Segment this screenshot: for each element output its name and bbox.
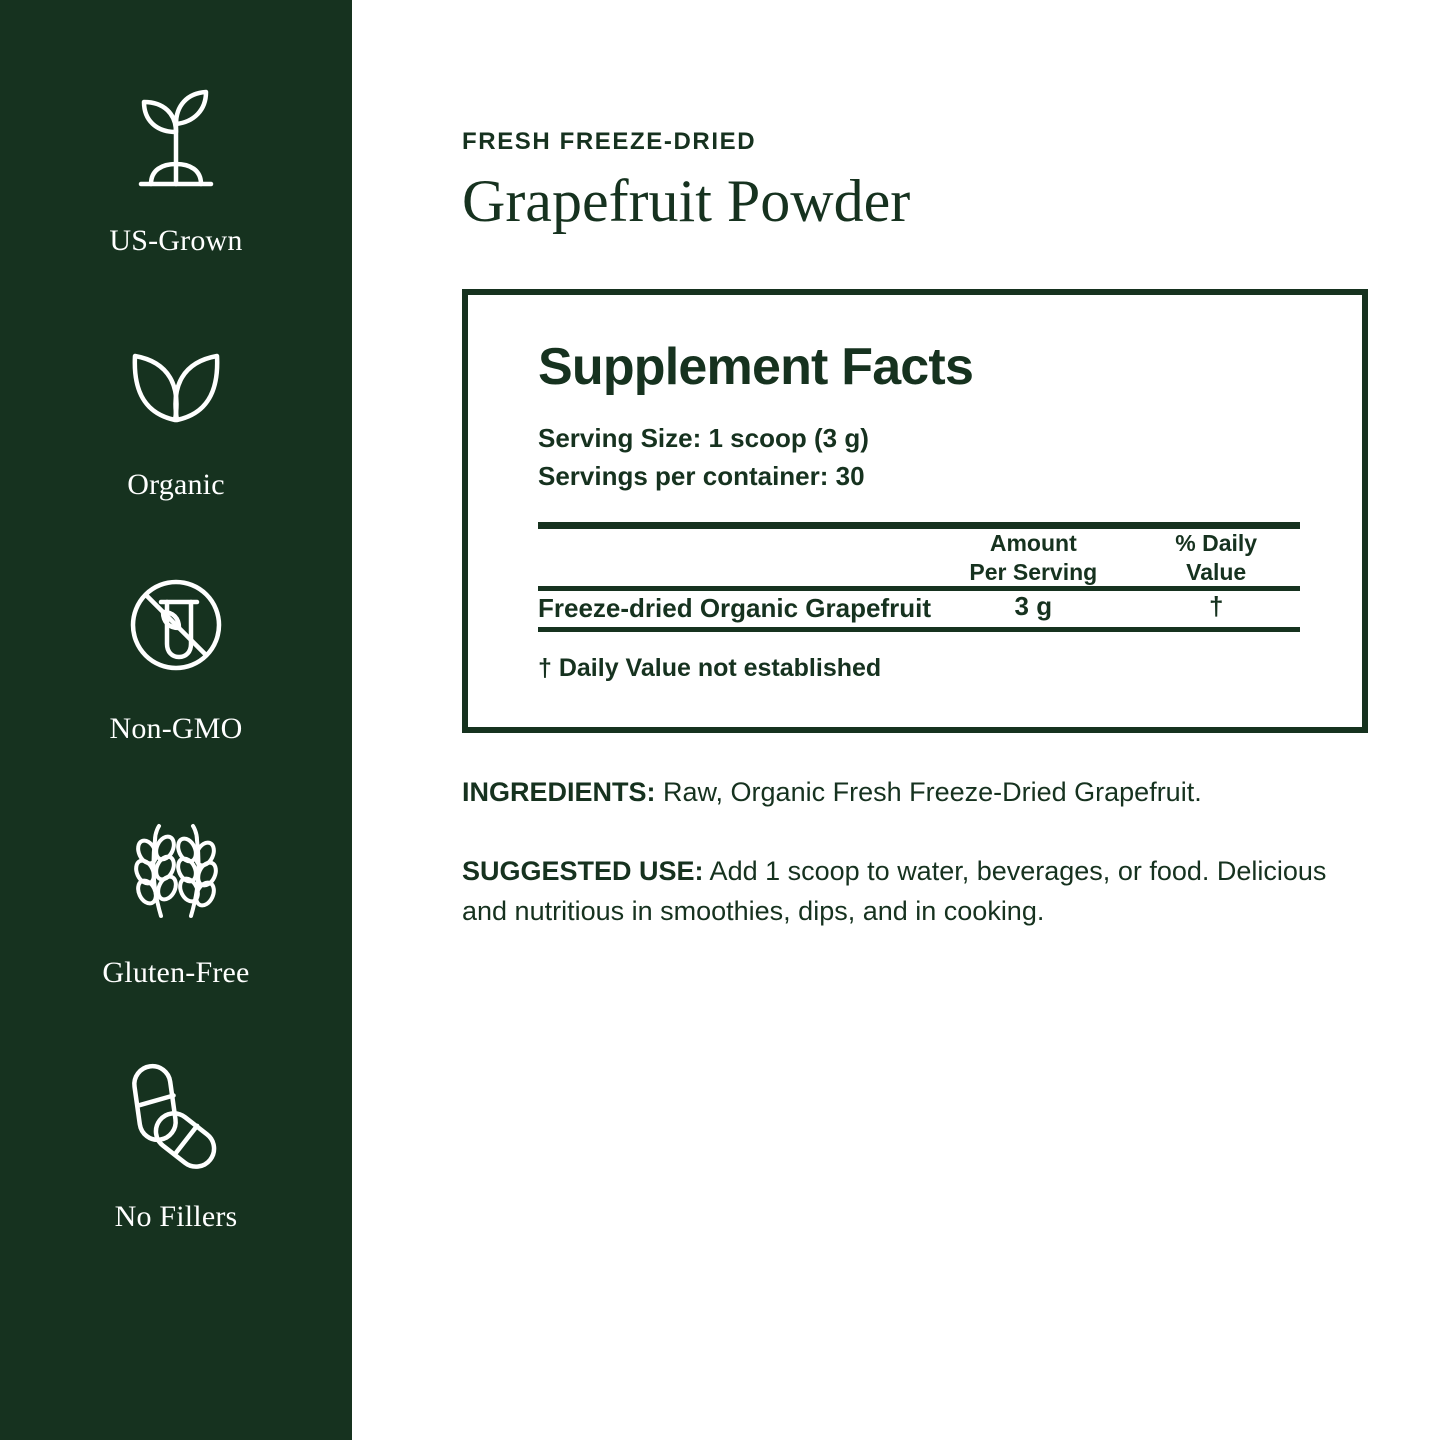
supplement-facts-panel (462, 289, 1368, 733)
header-dv-line2: Value (1186, 558, 1247, 585)
header-amount-per-serving (934, 529, 1132, 587)
wheat-stalks-icon (101, 794, 251, 944)
servings-per-container: Servings per container: 30 (538, 461, 865, 492)
header-amount-line2: Per Serving (969, 558, 1098, 585)
table-row (538, 591, 1300, 626)
badge-label: Non-GMO (109, 712, 243, 745)
nutrient-name: Freeze-dried Organic Grapefruit (538, 593, 931, 624)
seedling-icon (101, 62, 251, 212)
supplement-facts-table (538, 529, 1300, 587)
label-content (352, 0, 1440, 1440)
leaves-icon (101, 306, 251, 456)
header-amount-line1: Amount (989, 529, 1077, 556)
supplement-facts-rows (538, 591, 1300, 626)
no-gmo-test-tube-icon (101, 550, 251, 700)
suggested-use-paragraph (462, 852, 1342, 932)
badge-label: No Fillers (114, 1200, 238, 1233)
daily-value-footnote: † Daily Value not established (538, 653, 882, 682)
supplement-facts-title: Supplement Facts (538, 338, 974, 396)
badge-label: US-Grown (109, 224, 243, 257)
divider-bottom (538, 627, 1300, 632)
ingredients-paragraph (462, 773, 1342, 813)
badge-non-gmo (0, 550, 352, 746)
nutrient-amount: 3 g (1014, 591, 1053, 622)
header-blank (538, 529, 934, 587)
badge-no-fillers (0, 1038, 352, 1234)
table-header-row (538, 529, 1300, 587)
serving-size: Serving Size: 1 scoop (3 g) (538, 423, 869, 453)
suggested-use-text: Add 1 scoop to water, beverages, or food. Delicious and nutritious in smoothies, dips, and in cooking. (462, 856, 1327, 927)
header-dv-line1: % Daily (1175, 529, 1258, 556)
capsules-icon (101, 1038, 251, 1188)
page-title: Grapefruit Powder (462, 168, 911, 234)
badge-gluten-free (0, 794, 352, 990)
product-eyebrow: FRESH FREEZE-DRIED (462, 128, 757, 155)
badge-organic (0, 306, 352, 502)
divider-top (538, 522, 1300, 529)
nutrient-daily-value: † (1208, 591, 1224, 622)
header-daily-value (1132, 529, 1300, 587)
suggested-use-label: SUGGESTED USE: (462, 856, 704, 887)
badge-label: Organic (127, 468, 225, 501)
badge-label: Gluten-Free (102, 956, 250, 989)
ingredients-label: INGREDIENTS: (462, 776, 656, 807)
badge-us-grown (0, 62, 352, 258)
ingredients-text: Raw, Organic Fresh Freeze-Dried Grapefruit. (655, 776, 1202, 807)
benefits-sidebar (0, 0, 352, 1440)
